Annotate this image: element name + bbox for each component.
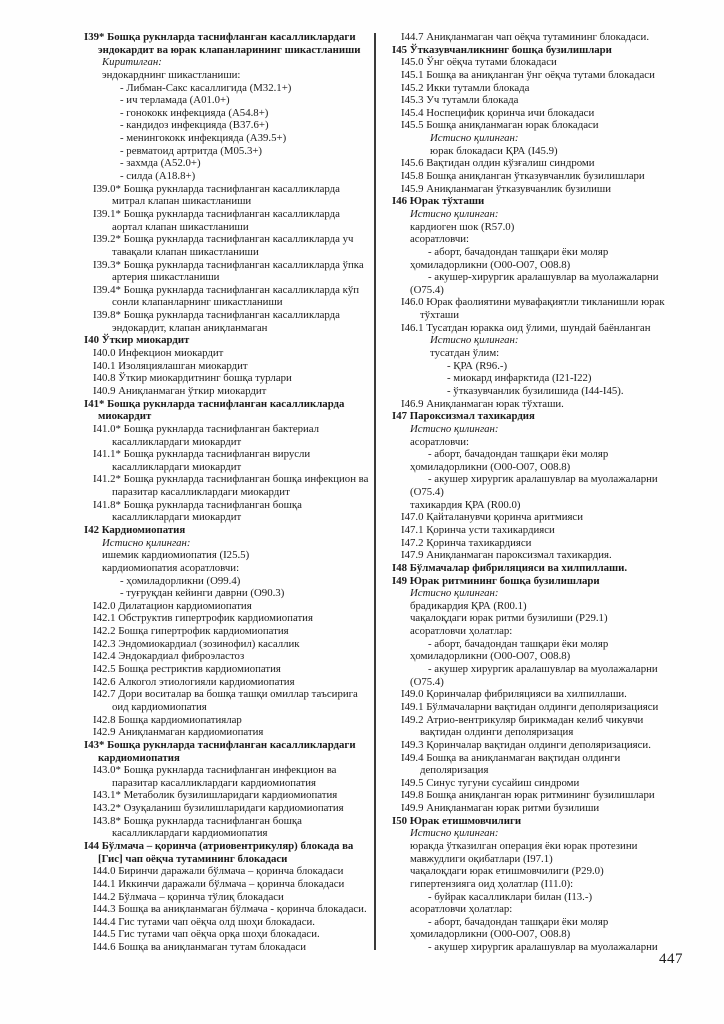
text-line: I40 Ўткир миокардит [84, 334, 190, 347]
text-line: I48 Бўлмачалар фибриляцияси ва хилпиллаши. [392, 561, 628, 574]
text-line: I42.7 Дори воситалар ва бошқа ташқи омиллар таъсирига [93, 688, 358, 701]
text-line: I41.1* Бошқа рукнларда таснифланган вирусли [93, 448, 311, 461]
text-line: I41.8* Бошқа рукнларда таснифланган бошқа [93, 498, 302, 511]
text-line: касалликлардаги миокардит [112, 435, 242, 448]
text-line: аортал клапан шикастланиши [112, 220, 249, 233]
text-line: I45.2 Икки тутамли блокада [401, 81, 530, 94]
text-line: I49.2 Атрио-вентрикуляр бирикмадан келиб чикувчи [401, 713, 644, 726]
text-line: I44.1 Иккинчи даражали бўлмача – қоринча блокадаси [93, 877, 345, 890]
text-line: (O75.4) [410, 486, 444, 499]
text-line: асоратловчи: [410, 233, 470, 246]
text-line: I39* Бошқа рукнларда таснифланган касалликлардаги [84, 31, 356, 43]
text-line: - акушер-хирургик аралашувлар ва муолажаларни [428, 271, 659, 284]
text-line: I47.1 Қоринча усти тахикардияси [401, 523, 555, 536]
text-line: I39.1* Бошқа рукнларда таснифланган касалликларда [93, 207, 340, 220]
text-line: I46 Юрак тўхташи [392, 195, 485, 208]
text-line: I42.5 Бошқа рестриктив кардиомиопатия [93, 663, 281, 676]
text-line: - ўтказувчанлик бузилишида (I44-I45). [447, 384, 624, 397]
text-line: I46.9 Аниқланмаган юрак тўхташи. [401, 397, 564, 410]
text-line: деполяризация [420, 764, 489, 777]
text-line: эндокарднинг шикастланиши: [102, 68, 241, 81]
text-line: чақалоқдаги юрак етишмовчилиги (P29.0) [410, 865, 604, 878]
text-line: тавақали клапан шикастланиши [112, 245, 259, 258]
text-line: I43* Бошқа рукнларда таснифланган касалликлардаги [84, 738, 356, 751]
text-line: I40.0 Инфекцион миокардит [93, 347, 224, 360]
text-line: I39.2* Бошқа рукнларда таснифланган касалликларда уч [93, 233, 354, 246]
text-line: - акушер хирургик аралашувлар ва муолажаларни [428, 941, 658, 954]
text-line: эндокардит ва юрак клапанларининг шикастланиши [98, 43, 361, 56]
text-line: I42.6 Алкогол этиологияли кардиомиопатия [93, 675, 295, 688]
text-line: касалликлардаги миокардит [112, 511, 242, 524]
text-line: Истисно қилинган: [410, 422, 499, 435]
text-line: касалликлардаги кардиомиопатия [112, 827, 268, 840]
right-text-column [392, 31, 704, 954]
text-line: тўхташи [420, 309, 459, 322]
text-line: I40.8 Ўткир миокардитнинг бошқа турлари [93, 372, 292, 385]
text-line: тахикардия ҚРА (R00.0) [410, 498, 521, 511]
text-line: мавжудлиги оқибатлари (I97.1) [410, 852, 553, 865]
text-line: миокардит [98, 410, 152, 423]
text-line: I42.1 Обструктив гипертрофик кардиомиопатия [93, 612, 313, 625]
text-line: I49.1 Бўлмачаларни вақтидан олдинги деполяризацияси [401, 700, 659, 713]
text-line: I42.0 Дилатацион кардиомиопатия [93, 599, 252, 612]
text-line: Истисно қилинган: [430, 132, 519, 145]
text-line: оид кардиомиопатия [112, 700, 207, 713]
text-line: I42.9 Аниқланмаган кардиомиопатия [93, 726, 264, 739]
page-number: 447 [659, 951, 683, 967]
text-line: I45.4 Носпецифик қоринча ичи блокадаси [401, 106, 595, 119]
text-line: асоратловчи: [410, 435, 470, 448]
text-line: [Гис] чап оёқча тутамининг блокадаси [98, 852, 288, 865]
text-line: - ҚРА (R96.-) [447, 359, 508, 372]
text-line: Истисно қилинган: [430, 334, 519, 347]
text-line: I46.1 Тусатдан юракка оид ўлими, шундай баёнланган [401, 321, 651, 334]
text-line: юракда ўтказилган операция ёки юрак протезини [410, 840, 638, 852]
text-line: ҳомиладорликни (O00-O07, O08.8) [410, 258, 571, 271]
text-line: I43.1* Метаболик бузилишларидаги кардиомиопатия [93, 789, 338, 802]
text-line: - миокард инфарктида (I21-I22) [447, 372, 592, 385]
text-line: I43.8* Бошқа рукнларда таснифланган бошқа [93, 814, 302, 827]
text-line: асоратловчи ҳолатлар: [410, 625, 513, 638]
text-line: I45.6 Вақтидан олдин кўзғалиш синдроми [401, 157, 595, 170]
text-line: - менингококк инфекцияда (A39.5+) [120, 132, 287, 145]
text-line: I45.3 Уч тутамли блокада [401, 94, 519, 107]
text-line: сонли клапанларнинг шикастланиши [112, 296, 283, 309]
text-line: - захмда (A52.0+) [120, 157, 201, 170]
text-line: I45 Ўтказувчанликнинг бошқа бузилишлари [392, 43, 612, 56]
text-line: Киритилган: [102, 56, 162, 69]
text-line: I47 Пароксизмал тахикардия [392, 410, 535, 423]
text-line: кардиомиопатия асоратловчи: [102, 561, 240, 574]
text-line: I47.0 Қайталанувчи қоринча аритмияси [401, 511, 584, 524]
text-line: I47.9 Аниқланмаган пароксизмал тахикардия. [401, 549, 612, 562]
text-line: касалликлардаги миокардит [112, 460, 242, 473]
text-line: I44.2 Бўлмача – қоринча тўлиқ блокадаси [93, 890, 284, 903]
text-line: чақалоқдаги юрак ритми бузилиши (P29.1) [410, 612, 608, 625]
text-line: I42.2 Бошқа гипертрофик кардиомиопатия [93, 625, 289, 638]
text-line: I44.4 Гис тутами чап оёқча олд шоҳи блокадаси. [93, 915, 315, 928]
text-line: ҳомиладорликни (O00-O07, O08.8) [410, 928, 571, 941]
text-line: I46.0 Юрак фаолиятини мувафақиятли тикланишли юрак [401, 296, 665, 309]
text-line: Истисно қилинган: [410, 827, 499, 840]
text-line: I49.8 Бошқа аниқланган юрак ритмининг бузилишлари [401, 789, 655, 802]
text-line: I45.8 Бошқа аниқланган ўтказувчанлик бузилишлари [401, 170, 645, 183]
text-line: I50 Юрак етишмовчилиги [392, 814, 522, 827]
text-line: (O75.4) [410, 283, 444, 296]
text-line: I41* Бошқа рукнларда таснифланган касалликларда [84, 397, 345, 410]
text-line: I44 Бўлмача – қоринча (атриовентрикуляр) блокада ва [84, 840, 354, 852]
text-line: тусатдан ўлим: [430, 347, 500, 360]
text-line: - аборт, бачадондан ташқари ёки моляр [428, 448, 609, 461]
text-line: - аборт, бачадондан ташқари ёки моляр [428, 245, 609, 258]
text-line: кардиомиопатия [98, 751, 180, 764]
text-line: I49.3 Қоринчалар вақтидан олдинги деполяризацияси. [401, 738, 651, 751]
text-line: ишемик кардиомиопатия (I25.5) [102, 549, 250, 562]
text-line: I40.1 Изоляциялашган миокардит [93, 359, 248, 372]
text-line: артерия шикастланиши [112, 271, 220, 284]
text-line: I49.9 Аниқланмаган юрак ритми бузилиши [401, 802, 600, 815]
text-line: паразитар касалликлардаги кардиомиопатия [112, 776, 317, 789]
text-line: I43.0* Бошқа рукнларда таснифланган инфекцион ва [93, 764, 337, 777]
text-line: I41.2* Бошқа рукнларда таснифланган бошқа инфекцион ва [93, 473, 369, 486]
text-line: - аборт, бачадондан ташқари ёки моляр [428, 915, 609, 928]
text-line: митрал клапан шикастланиши [112, 195, 252, 208]
text-line: (O75.4) [410, 675, 444, 688]
text-line: - ревматоид артритда (M05.3+) [120, 144, 263, 157]
text-line: I42.3 Эндомиокардиал (зозинофил) касаллик [93, 637, 300, 650]
text-line: - гонококк инфекцияда (A54.8+) [120, 106, 269, 119]
text-line: - Либман-Сакс касаллигида (M32.1+) [120, 81, 292, 94]
text-line: Истисно қилинган: [410, 587, 499, 600]
text-line: - кандидоз инфекцияда (B37.6+) [120, 119, 269, 132]
text-line: ҳомиладорликни (O00-O07, O08.8) [410, 460, 571, 473]
text-line: юрак блокадаси ҚРА (I45.9) [430, 144, 558, 157]
text-line: кардиоген шок (R57.0) [410, 220, 515, 233]
text-line: I39.4* Бошқа рукнларда таснифланган касалликларда кўп [93, 283, 360, 296]
text-line: I45.0 Ўнг оёқча тутами блокадаси [401, 56, 557, 69]
text-line: I41.0* Бошқа рукнларда таснифланган бактериал [93, 422, 320, 435]
text-line: эндокардит, клапан аниқланмаган [112, 321, 268, 334]
text-line: I39.8* Бошқа рукнларда таснифланган касалликларда [93, 309, 340, 322]
text-line: ҳомиладорликни (O00-O07, O08.8) [410, 650, 571, 663]
text-line: I39.3* Бошқа рукнларда таснифланган касалликларда ўпка [93, 258, 364, 271]
text-line: асоратловчи ҳолатлар: [410, 903, 513, 916]
text-line: - ҳомиладорликни (O99.4) [120, 574, 241, 587]
text-line: гипертензияга оид ҳолатлар (I11.0): [410, 877, 574, 890]
text-line: I49.4 Бошқа ва аниқланмаган вақтидан олдинги [401, 751, 621, 764]
text-line: - буйрак касалликлари билан (I13.-) [428, 890, 593, 903]
text-line: I49.5 Синус тугуни сусайиш синдроми [401, 776, 580, 789]
text-line: вақтидан олдинги деполяризация [420, 726, 574, 739]
text-line: I44.0 Биринчи даражали бўлмача – қоринча блокадаси [93, 865, 344, 878]
text-line: I42.8 Бошқа кардиомиопатиялар [93, 713, 242, 726]
text-line: I45.9 Аниқланмаган ўтказувчанлик бузилиши [401, 182, 612, 195]
text-line: I47.2 Қоринча тахикардияси [401, 536, 532, 549]
text-line: - акушер хирургик аралашувлар ва муолажаларни [428, 663, 658, 676]
text-line: I42 Кардиомиопатия [84, 523, 186, 536]
text-line: - ич терламада (A01.0+) [120, 94, 230, 107]
text-line: I44.7 Аниқланмаган чап оёқча тутамининг блокадаси. [401, 31, 650, 43]
text-line: I40.9 Аниқланмаган ўткир миокардит [93, 384, 267, 397]
text-line: I44.5 Гис тутами чап оёқча орқа шоҳи блокадаси. [93, 928, 320, 941]
text-line: I44.3 Бошқа ва аниқланмаган бўлмача - қоринча блокадаси. [93, 903, 367, 916]
text-line: I45.1 Бошқа ва аниқланган ўнг оёқча тутами блокадаси [401, 68, 655, 81]
text-line: Истисно қилинган: [410, 207, 499, 220]
text-line: I49 Юрак ритмининг бошқа бузилишлари [392, 574, 600, 587]
text-line: - силда (A18.8+) [120, 170, 196, 183]
text-line: I42.4 Эндокардиал фиброэластоз [93, 650, 245, 663]
text-line: I43.2* Озуқаланиш бузилишларидаги кардиомиопатия [93, 802, 344, 815]
left-text-column [84, 31, 376, 954]
text-line: Истисно қилинган: [102, 536, 191, 549]
text-line: брадикардия ҚРА (R00.1) [410, 599, 527, 612]
text-line: I49.0 Қоринчалар фибриляцияси ва хилпиллаши. [401, 688, 627, 701]
column-divider [374, 33, 376, 950]
text-line: - акушер хирургик аралашувлар ва муолажаларни [428, 473, 658, 486]
text-line: I39.0* Бошқа рукнларда таснифланган касалликларда [93, 182, 340, 195]
text-line: паразитар касалликлардаги миокардит [112, 486, 290, 499]
text-line: I45.5 Бошқа аниқланмаган юрак блокадаси [401, 119, 599, 132]
text-line: - туғруқдан кейинги даврни (O90.3) [120, 587, 285, 600]
text-line: I44.6 Бошқа ва аниқланмаган тутам блокадаси [93, 941, 306, 954]
text-line: - аборт, бачадондан ташқари ёки моляр [428, 637, 609, 650]
